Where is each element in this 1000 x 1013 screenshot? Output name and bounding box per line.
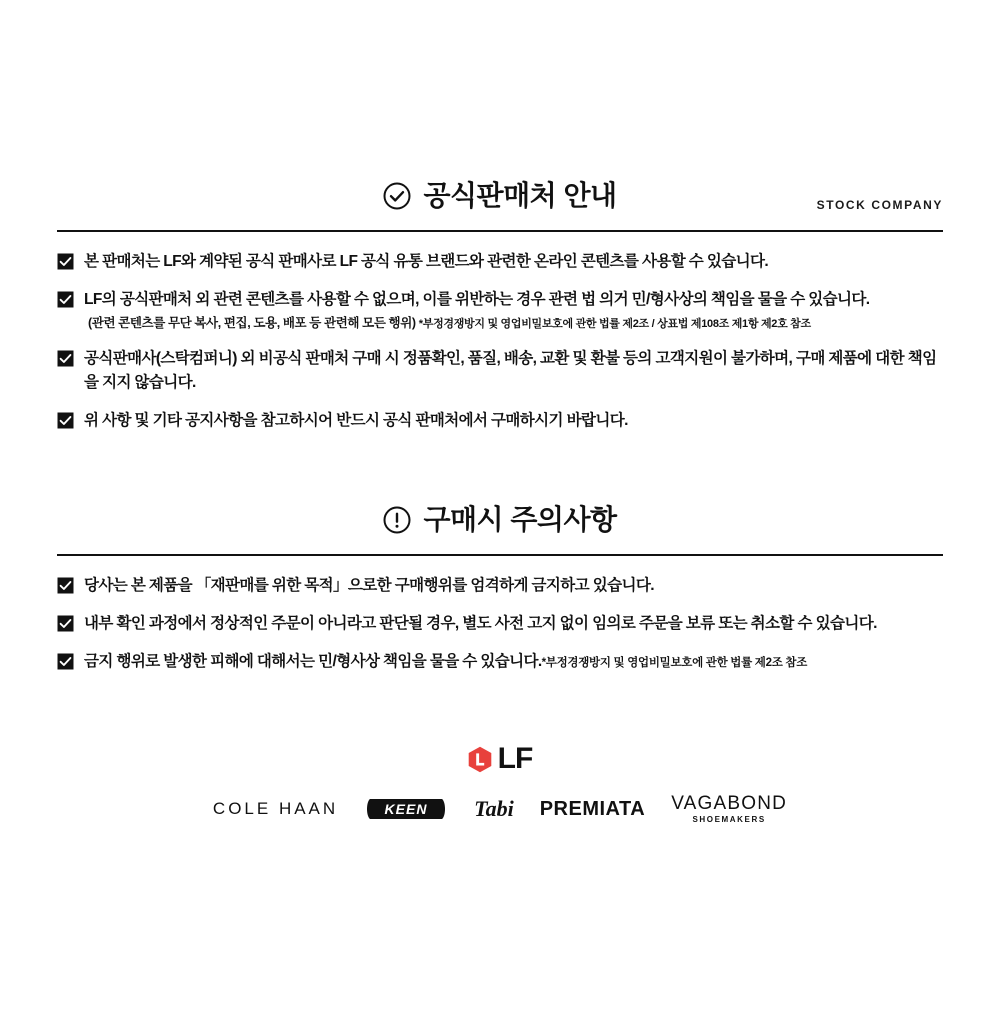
list-item-body <box>84 574 943 598</box>
check-box-icon <box>57 253 74 270</box>
list-item-text: LF의 공식판매처 외 관련 콘텐츠를 사용할 수 없으며, 이를 위반하는 경우 관련 법 의거 민/형사상의 책임을 물을 수 있습니다. <box>84 291 870 309</box>
list-item <box>57 250 943 274</box>
brand-vagabond <box>671 794 787 824</box>
brand-cole-haan: COLE HAAN <box>212 799 339 818</box>
check-box-icon <box>57 291 74 308</box>
list-item-body <box>84 612 943 636</box>
brand-logo-area <box>0 742 1000 826</box>
notice-list <box>57 232 943 433</box>
list-item-footnote: *부정경쟁방지 및 영업비밀보호에 관한 법률 제2조 참조 <box>541 657 808 670</box>
list-item-text: 내부 확인 과정에서 정상적인 주문이 아니라고 판단될 경우, 별도 사전 고지 없이 임의로 주문을 보류 또는 취소할 수 있습니다. <box>84 615 877 633</box>
heading-center <box>57 500 943 540</box>
brandmark: STOCK COMPANY <box>816 198 943 212</box>
list-item-body <box>84 288 943 333</box>
brand-premiata: PREMIATA <box>539 797 646 820</box>
section-heading <box>57 176 943 224</box>
heading-center <box>57 176 943 216</box>
exclamation-circle-icon <box>383 506 411 534</box>
list-item-text: 위 사항 및 기타 공지사항을 참고하시어 반드시 공식 판매처에서 구매하시기 바랍니다. <box>84 411 628 429</box>
section-official-seller <box>0 176 1000 447</box>
list-item <box>57 650 943 674</box>
list-item-body <box>84 250 943 274</box>
check-circle-icon <box>383 182 411 210</box>
list-item <box>57 574 943 598</box>
list-item-text: 당사는 본 제품을 「재판매를 위한 목적」으로한 구매행위를 엄격하게 금지하고 있습니다. <box>84 577 654 594</box>
list-item-footnote: *부정경쟁방지 및 영업비밀보호에 관한 법률 제2조 / 상표법 제108조 제1항 제2호 참조 <box>418 318 811 331</box>
list-item-text-main: 금지 행위로 발생한 피해에 대해서는 민/형사상 책임을 물을 수 있습니다. <box>84 653 542 671</box>
section-heading <box>57 500 943 548</box>
brand-vagabond-sub: SHOEMAKERS <box>692 815 766 824</box>
lf-hexagon-icon <box>468 746 492 773</box>
brand-keen <box>364 796 448 822</box>
list-item <box>57 612 943 636</box>
list-item-body <box>84 347 943 395</box>
check-box-icon <box>57 412 74 429</box>
brand-logo-row <box>0 792 1000 826</box>
check-box-icon <box>57 653 74 670</box>
list-item <box>57 409 943 433</box>
lf-logo-text: LF <box>497 742 533 775</box>
list-item-subtext-main: (관련 콘텐츠를 무단 복사, 편집, 도용, 배포 등 관련해 모든 행위) <box>88 316 416 331</box>
check-box-icon <box>57 615 74 632</box>
section-purchase-caution <box>0 500 1000 688</box>
list-item-subtext <box>84 314 943 333</box>
page-title: 구매시 주의사항 <box>423 504 617 535</box>
lf-logo <box>0 742 1000 776</box>
list-item-text <box>84 650 943 674</box>
brand-vagabond-name: VAGABOND <box>671 793 788 814</box>
list-item-text: 본 판매처는 LF와 계약된 공식 판매사로 LF 공식 유통 브랜드와 관련한 온라인 콘텐츠를 사용할 수 있습니다. <box>84 253 769 270</box>
svg-text:KEEN: KEEN <box>384 801 428 817</box>
list-item <box>57 288 943 333</box>
list-item <box>57 347 943 395</box>
brand-tabi: Tabi <box>474 796 514 821</box>
page-title: 공식판매처 안내 <box>423 180 617 211</box>
check-box-icon <box>57 577 74 594</box>
list-item-text: 공식판매사(스탁컴퍼니) 외 비공식 판매처 구매 시 정품확인, 품질, 배송, 교환 및 환불 등의 고객지원이 불가하며, 구매 제품에 대한 책임을 지지 않습니다. <box>84 349 937 391</box>
caution-list <box>57 556 943 674</box>
list-item-body <box>84 650 943 674</box>
check-box-icon <box>57 350 74 367</box>
list-item-body <box>84 409 943 433</box>
